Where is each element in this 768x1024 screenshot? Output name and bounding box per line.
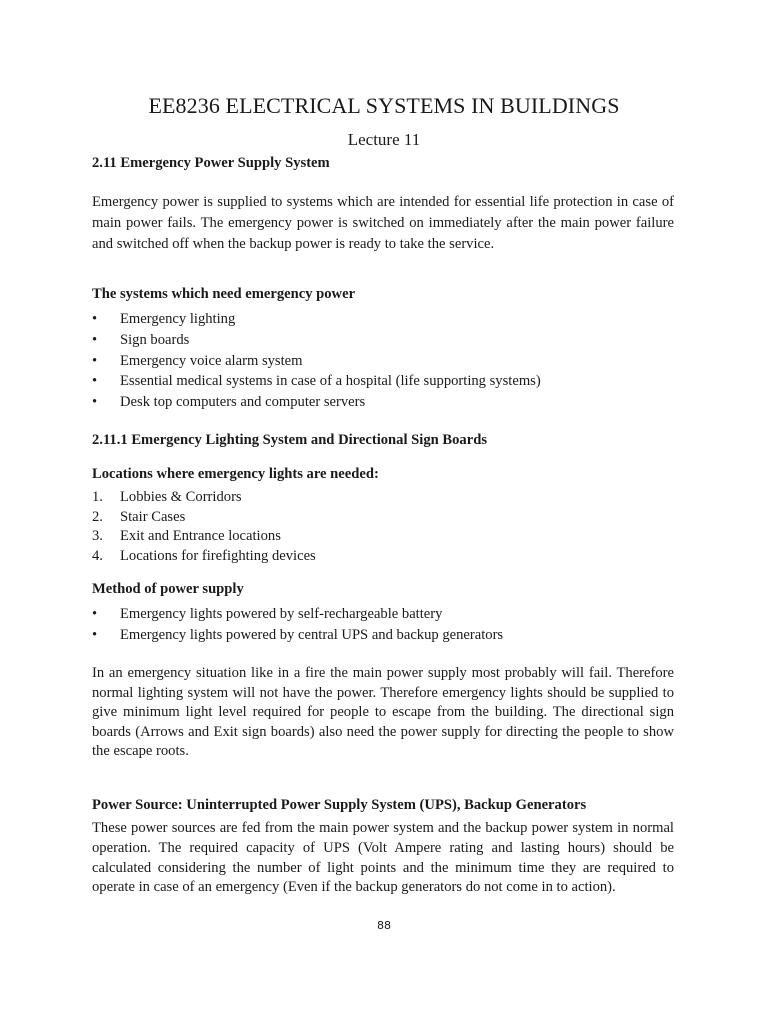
list-item: • Desk top computers and computer servers xyxy=(92,392,674,413)
bullet-icon: • xyxy=(92,394,98,411)
bullet-icon: • xyxy=(92,626,98,643)
locations-list xyxy=(92,488,674,566)
bullet-icon: • xyxy=(92,352,98,369)
document-title: EE8236 ELECTRICAL SYSTEMS IN BUILDINGS xyxy=(148,93,620,118)
list-item: 4. Locations for firefighting devices xyxy=(92,547,316,564)
list-item: • Essential medical systems in case of a hospital (life supporting systems) xyxy=(92,371,674,392)
lecture-subtitle: Lecture 11 xyxy=(347,130,421,149)
emergency-paragraph: In an emergency situation like in a fire the main power supply most probably will fail. Therefore normal lighting system will not have the power. Therefore emergency lights should be supplied to give minimum light level required for people to escape from the building. The directional sign boards (Arrows and Exit sign boards) also need the power supply for directing the people to show the escape roots. xyxy=(92,665,674,759)
list-item: • Emergency lights powered by self-rechargeable battery xyxy=(92,604,674,625)
list-item: • Sign boards xyxy=(92,330,674,351)
power-source-heading: Power Source: Uninterrupted Power Supply System (UPS), Backup Generators xyxy=(92,797,587,813)
needs-heading: The systems which need emergency power xyxy=(92,286,356,302)
list-item: • Emergency lights powered by central UPS and backup generators xyxy=(92,625,674,646)
bullet-icon: • xyxy=(92,606,98,622)
methods-list xyxy=(92,604,674,646)
section-heading: 2.11 Emergency Power Supply System xyxy=(92,155,330,171)
intro-paragraph: Emergency power is supplied to systems which are intended for essential life protection in case of main power fails. The emergency power is switched on immediately after the main power failure and switched off when the backup power is ready to take the service. xyxy=(92,194,674,252)
needs-list xyxy=(92,309,674,413)
list-item: 3. Exit and Entrance locations xyxy=(92,528,281,544)
bullet-icon: • xyxy=(92,311,98,327)
page-number: 88 xyxy=(377,919,391,932)
list-item: • Emergency lighting xyxy=(92,309,674,330)
method-heading: Method of power supply xyxy=(92,581,244,597)
list-item: • Emergency voice alarm system xyxy=(92,351,674,372)
bullet-icon: • xyxy=(92,373,98,390)
list-item: 1. Lobbies & Corridors xyxy=(92,489,242,505)
subsection-heading: 2.11.1 Emergency Lighting System and Directional Sign Boards xyxy=(92,432,487,448)
locations-heading: Locations where emergency lights are needed: xyxy=(92,466,379,482)
list-item: 2. Stair Cases xyxy=(92,508,186,525)
bullet-icon: • xyxy=(92,331,98,348)
power-source-paragraph: These power sources are fed from the main power system and the backup power system in normal operation. The required capacity of UPS (Volt Ampere rating and lasting hours) should be calculated considering the number of light points and the minimum time they are required to operate in case of an emergency (Even if the backup generators do not come in to action). xyxy=(92,820,674,896)
